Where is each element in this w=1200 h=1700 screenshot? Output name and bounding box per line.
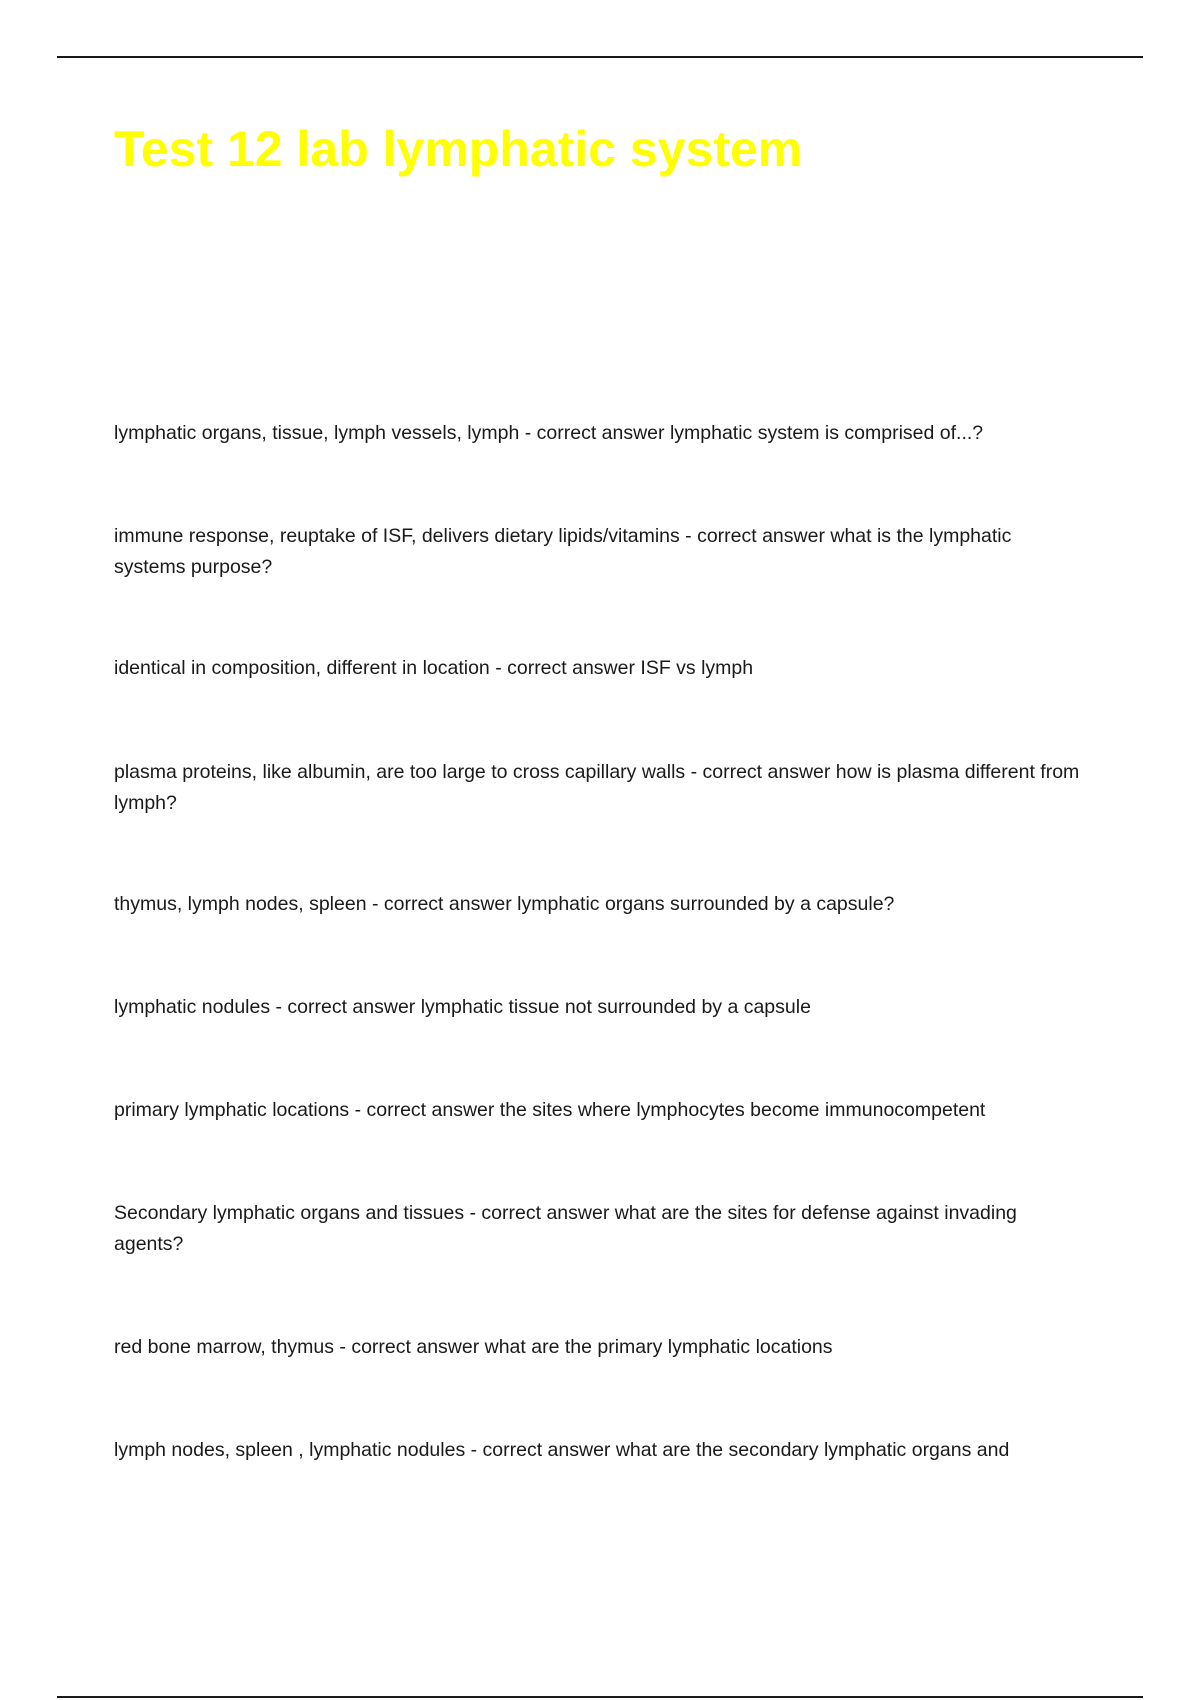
top-divider — [57, 56, 1143, 58]
qa-item: plasma proteins, like albumin, are too large to cross capillary walls - correct answer how is plasma different from lymph? — [114, 761, 1080, 814]
qa-item: lymphatic organs, tissue, lymph vessels, lymph - correct answer lymphatic system is comprised of...? — [114, 422, 984, 444]
qa-item: Secondary lymphatic organs and tissues - correct answer what are the sites for defense against invading agents? — [114, 1202, 1017, 1255]
qa-item: identical in composition, different in location - correct answer ISF vs lymph — [114, 657, 754, 679]
qa-item: lymphatic nodules - correct answer lymphatic tissue not surrounded by a capsule — [114, 996, 811, 1018]
qa-item: red bone marrow, thymus - correct answer what are the primary lymphatic locations — [114, 1336, 833, 1358]
qa-item: lymph nodes, spleen , lymphatic nodules - correct answer what are the secondary lymphatic organs and — [114, 1439, 1010, 1461]
qa-item: immune response, reuptake of ISF, delivers dietary lipids/vitamins - correct answer what is the lymphatic systems purpose? — [114, 525, 1012, 578]
document-title: Test 12 lab lymphatic system — [114, 121, 803, 177]
qa-item: primary lymphatic locations - correct answer the sites where lymphocytes become immunocompetent — [114, 1099, 986, 1121]
qa-item: thymus, lymph nodes, spleen - correct answer lymphatic organs surrounded by a capsule? — [114, 893, 895, 915]
bottom-divider — [57, 1696, 1143, 1698]
